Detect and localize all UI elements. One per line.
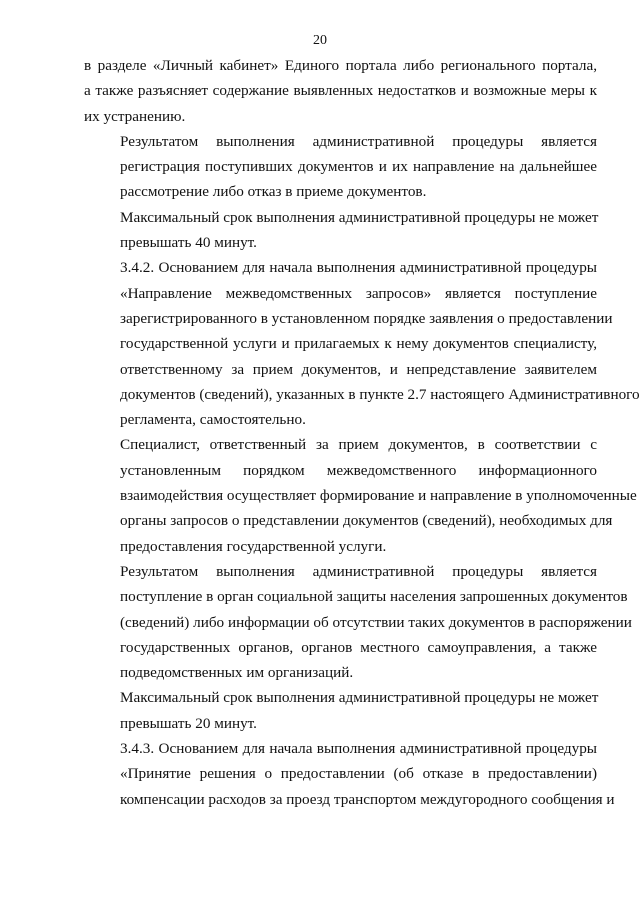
paragraph [84,432,637,558]
text-line: (сведений) либо информации об отсутствии таких документов в распоряжении [120,613,632,631]
paragraph [84,53,597,129]
text-line: государственной услуги и прилагаемых к нему документов специалисту, [120,335,597,353]
text-line: превышать 40 минут. [120,234,257,252]
paragraph [84,129,597,205]
text-line: 3.4.3. Основанием для начала выполнения административной процедуры [120,740,597,758]
text-line: в разделе «Личный кабинет» Единого портала либо регионального портала, [84,57,597,74]
text-line: рассмотрение либо отказ в приеме документов. [120,183,427,201]
document-body [84,53,640,812]
text-line: документов (сведений), указанных в пункте 2.7 настоящего Административного [120,385,640,403]
text-line: Специалист, ответственный за прием документов, в соответствии с [120,436,597,454]
paragraph [84,255,640,432]
text-line: Максимальный срок выполнения административной процедуры не может [120,689,599,707]
paragraph [84,736,615,812]
text-line: подведомственных им организаций. [120,664,354,682]
paragraph [84,559,632,685]
text-line: «Принятие решения о предоставлении (об отказе в предоставлении) [120,765,597,783]
text-line: а также разъясняет содержание выявленных недостатков и возможные меры к [84,82,597,100]
text-line: их устранению. [84,107,186,125]
text-line: Максимальный срок выполнения административной процедуры не может [120,208,599,226]
text-line: органы запросов о представлении документов (сведений), необходимых для [120,512,613,530]
text-line: компенсации расходов за проезд транспортом междугородного сообщения и [120,790,615,808]
text-line: поступление в орган социальной защиты населения запрошенных документов [120,588,628,606]
text-line: Результатом выполнения административной процедуры является [120,562,597,580]
text-line: превышать 20 минут. [120,714,257,732]
text-line: установленным порядком межведомственного информационного [120,461,597,479]
paragraph [84,685,597,736]
text-line: 3.4.2. Основанием для начала выполнения административной процедуры [120,259,597,277]
text-line: взаимодействия осуществляет формирование и направление в уполномоченные [120,487,637,505]
text-line: государственных органов, органов местного самоуправления, а также [120,638,597,656]
text-line: регистрация поступивших документов и их направление на дальнейшее [120,158,597,176]
text-line: регламента, самостоятельно. [120,411,306,429]
text-line: ответственному за прием документов, и непредставление заявителем [120,360,597,378]
text-line: «Направление межведомственных запросов» является поступление [120,284,597,302]
text-line: зарегистрированного в установленном порядке заявления о предоставлении [120,309,613,327]
text-line: предоставления государственной услуги. [120,537,387,555]
paragraph [84,205,597,256]
page-number: 20 [313,33,327,48]
text-line: Результатом выполнения административной процедуры является [120,132,597,150]
